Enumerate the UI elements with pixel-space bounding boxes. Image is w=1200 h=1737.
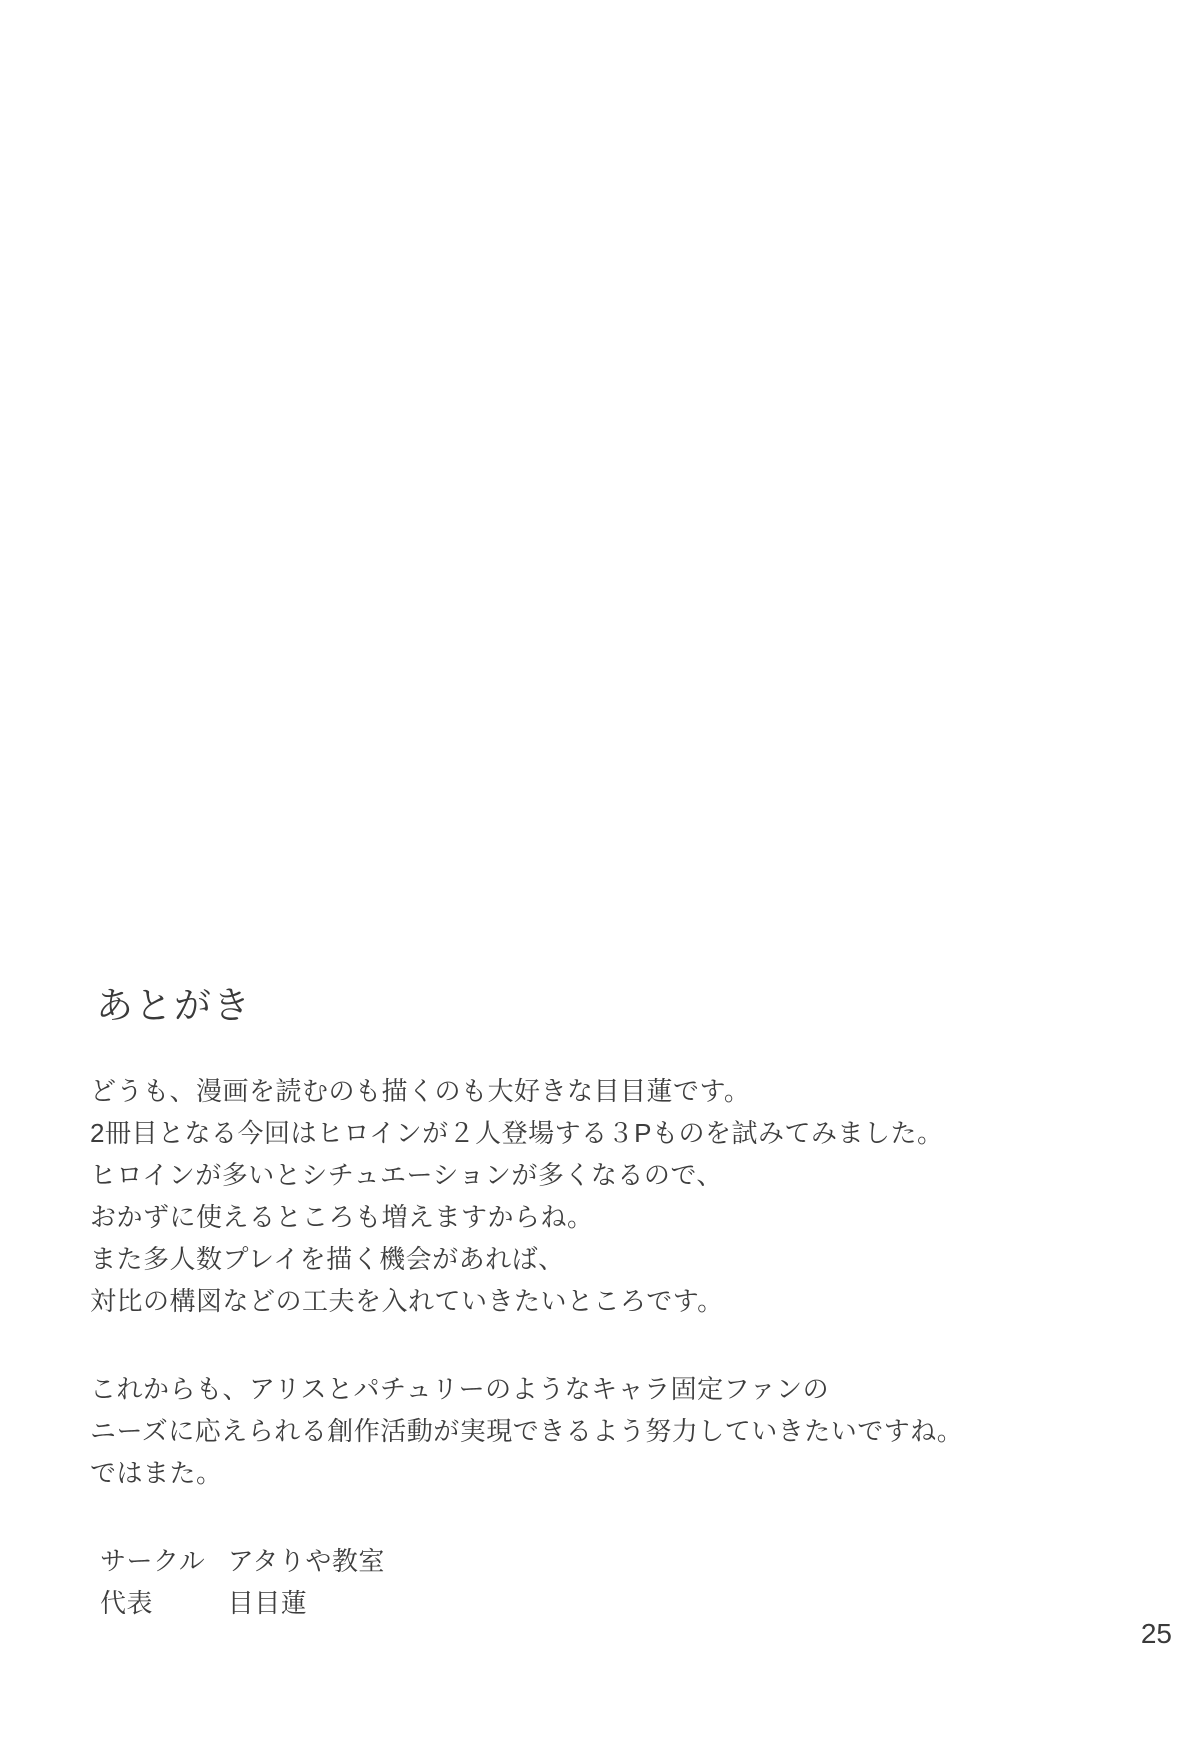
afterword-paragraph-1	[90, 1070, 944, 1322]
text-line: ヒロインが多いとシチュエーションが多くなるので、	[90, 1160, 723, 1190]
credits-block	[100, 1540, 385, 1624]
credit-row-representative	[100, 1582, 385, 1624]
text-line: おかずに使えるところも増えますからね。	[90, 1202, 594, 1232]
circle-label: サークル	[100, 1546, 206, 1576]
text-line: また多人数プレイを描く機会があれば、	[90, 1244, 565, 1274]
circle-name: アタりや教室	[227, 1546, 385, 1576]
representative-name: 目目蓮	[227, 1588, 308, 1618]
afterword-paragraph-2	[90, 1368, 963, 1494]
representative-label: 代表	[100, 1588, 154, 1618]
credit-row-circle	[100, 1540, 385, 1582]
text-line: ではまた。	[90, 1458, 223, 1488]
text-line: 2冊目となる今回はヒロインが２人登場する３Pものを試みてみました。	[90, 1118, 944, 1148]
text-line: これからも、アリスとパチュリーのようなキャラ固定ファンの	[90, 1374, 830, 1404]
text-line: ニーズに応えられる創作活動が実現できるよう努力していきたいですね。	[90, 1416, 964, 1446]
text-line: どうも、漫画を読むのも描くのも大好きな目目蓮です。	[90, 1076, 751, 1106]
page-number: 25	[1140, 1618, 1172, 1649]
text-line: 対比の構図などの工夫を入れていきたいところです。	[90, 1286, 724, 1316]
page-title: あとがき	[96, 985, 252, 1026]
